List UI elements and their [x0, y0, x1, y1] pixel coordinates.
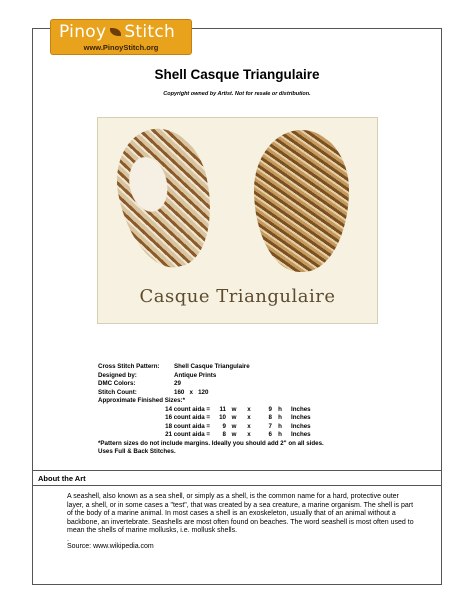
spec-label: Stitch Count:: [98, 388, 137, 396]
w-label: w: [231, 414, 237, 421]
pattern-specs: [98, 363, 388, 457]
about-body: A seashell, also known as a sea shell, or simply as a shell, is the common name for a hard, protective outer layer, a shell, or in some cases a "test", that was created by a sea creature, a marine organism. The shell is part of the body of a marine animal. In most cases a shell is an exoskeleton, usually that of an animal without a backbone, an invertebrate. Seashells are most often found on beaches. The word seashell is most often used to mean the shells of marine mollusks, i.e. mollusk shells.: [67, 493, 414, 535]
artwork-caption: Casque Triangulaire: [139, 286, 336, 307]
size-height: 6: [268, 431, 272, 438]
leaf-icon: [110, 28, 121, 36]
page-title: Shell Casque Triangulaire: [154, 67, 320, 82]
stitch-types: Uses Full & Back Stitches.: [98, 448, 176, 455]
x-label: x: [247, 414, 251, 421]
size-height: 8: [268, 414, 272, 421]
spec-value: 29: [174, 380, 181, 387]
unit-label: Inches: [291, 422, 311, 430]
x-label: x: [247, 422, 251, 430]
w-label: w: [231, 422, 237, 430]
h-label: h: [278, 405, 282, 413]
about-heading: About the Art: [38, 474, 86, 483]
unit-label: Inches: [291, 414, 311, 421]
spec-row-dmc: [98, 380, 388, 389]
size-width: 10: [219, 414, 226, 421]
w-label: w: [231, 405, 237, 413]
table-row: [98, 431, 388, 440]
sizes-note: *Pattern sizes do not include margins. Ideally you should add 2" on all sides.: [98, 439, 324, 447]
shell-right-image: [254, 130, 349, 272]
logo-wordmark: [59, 22, 175, 42]
size-height: 7: [268, 422, 272, 430]
unit-label: Inches: [291, 431, 311, 438]
h-label: h: [278, 414, 282, 421]
artwork-image: [97, 117, 378, 324]
size-count: 21 count aida =: [165, 431, 210, 438]
divider: [32, 485, 442, 486]
spec-row-stitch-count: [98, 389, 388, 398]
size-count: 14 count aida =: [165, 405, 210, 413]
divider: [32, 470, 442, 471]
shell-left-image: [106, 120, 223, 276]
logo-url: www.PinoyStitch.org: [83, 43, 159, 52]
spec-row-pattern: [98, 363, 388, 372]
table-row: [98, 406, 388, 415]
h-label: h: [278, 431, 282, 438]
sizes-table: [98, 406, 388, 440]
x-label: x: [247, 405, 251, 413]
about-text: [67, 493, 417, 552]
size-count: 16 count aida =: [165, 414, 210, 421]
size-height: 9: [268, 405, 272, 413]
h-label: h: [278, 422, 282, 430]
spec-row-designed: [98, 372, 388, 381]
logo-brand-first: Pinoy: [59, 22, 107, 42]
spec-label: Designed by:: [98, 371, 137, 379]
logo-brand-second: Stitch: [124, 22, 176, 42]
size-count: 18 count aida =: [165, 422, 210, 430]
x-label: x: [247, 431, 251, 438]
table-row: [98, 414, 388, 423]
spec-value: Shell Casque Triangulaire: [174, 363, 250, 370]
table-row: [98, 423, 388, 432]
size-width: 8: [222, 431, 226, 438]
size-width: 11: [219, 405, 226, 413]
pinoy-stitch-logo[interactable]: [50, 19, 192, 55]
w-label: w: [231, 431, 237, 438]
unit-label: Inches: [291, 405, 311, 413]
about-source: Source: www.wikipedia.com: [67, 542, 154, 550]
spec-label: Cross Stitch Pattern:: [98, 363, 160, 370]
copyright-notice: Copyright owned by Artist. Not for resale or distribution.: [163, 91, 311, 97]
spec-value: Antique Prints: [174, 371, 217, 379]
size-width: 9: [222, 422, 226, 430]
spec-label: DMC Colors:: [98, 380, 136, 387]
about-separator: .: [67, 535, 69, 543]
sizes-heading: Approximate Finished Sizes:*: [98, 397, 185, 404]
spec-value: 160 x 120: [174, 388, 209, 396]
